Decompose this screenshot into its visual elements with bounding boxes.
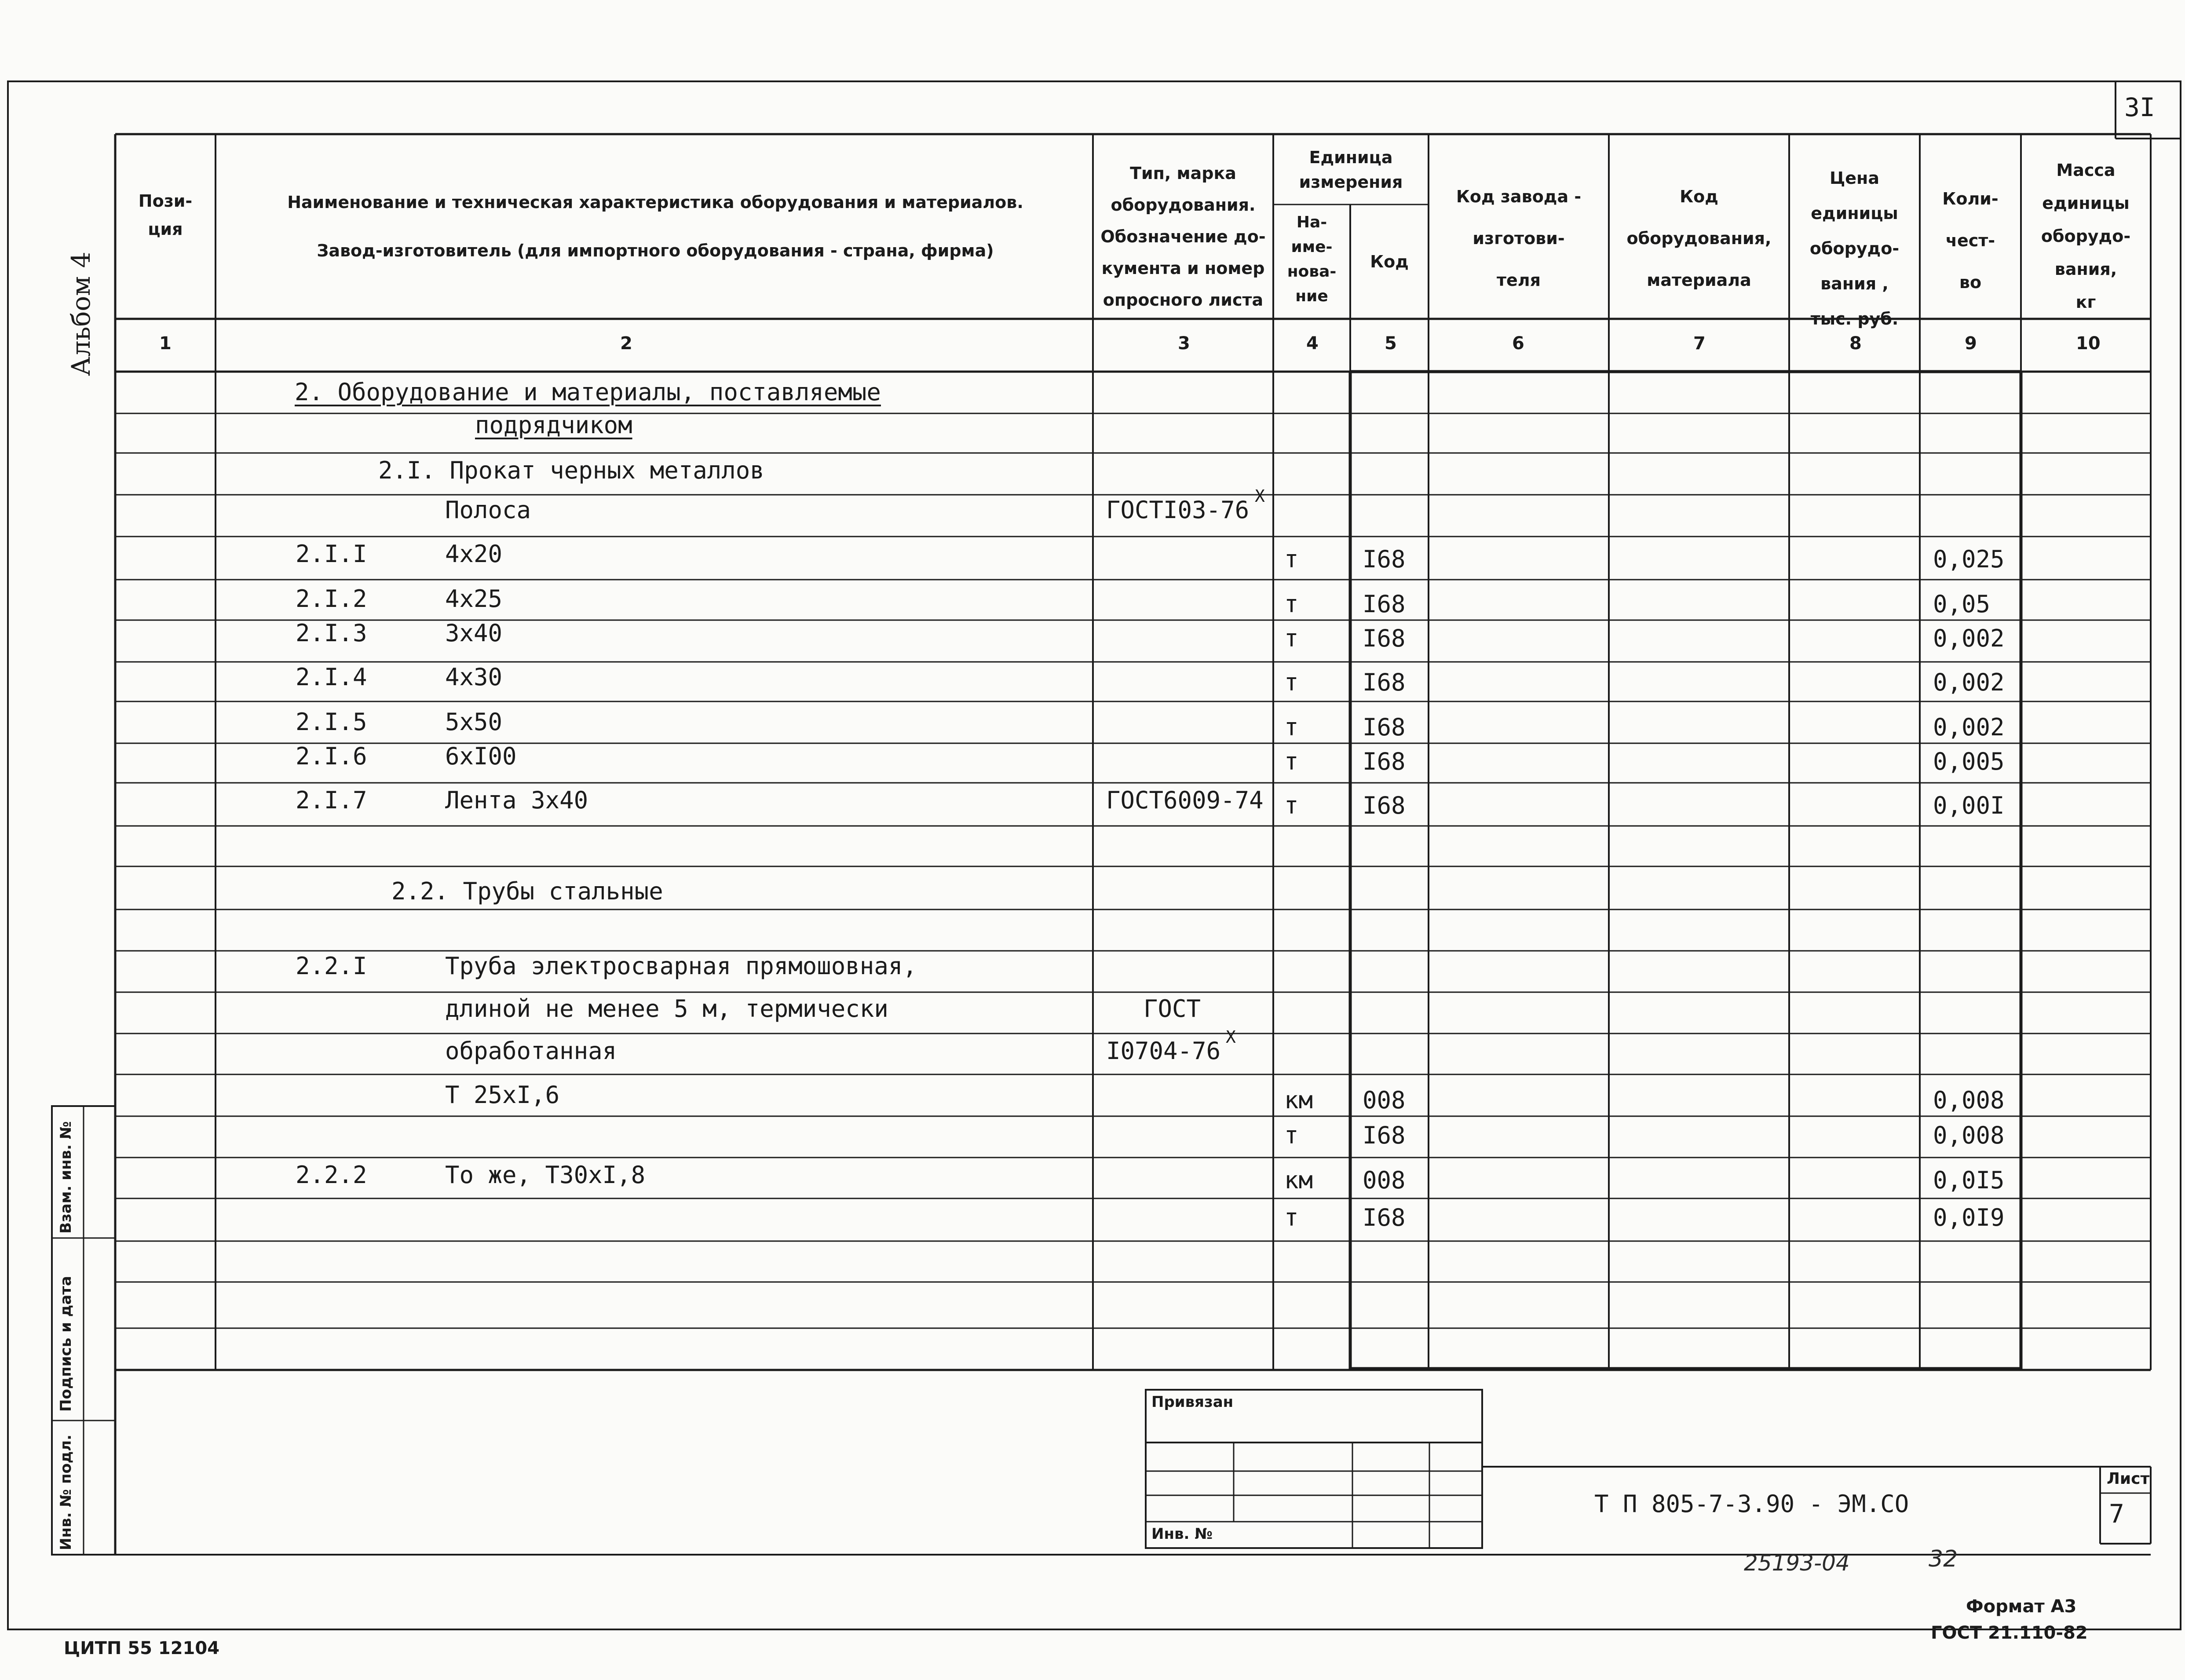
column-number: 10 — [2076, 333, 2101, 354]
cell-name: 4х25 — [445, 585, 503, 613]
header-quantity: Коли- чест- во — [1942, 189, 1999, 292]
cell-quantity: 0,008 — [1933, 1086, 2005, 1114]
cell-position: 2.2.2 — [296, 1161, 367, 1189]
column-number: 5 — [1385, 333, 1397, 354]
section-title-continued: подрядчиком — [475, 411, 632, 439]
cell-quantity: 0,00I — [1933, 792, 2005, 819]
cell-position: 2.2.I — [296, 952, 367, 980]
cell-code: 008 — [1363, 1086, 1406, 1114]
column-number: 3 — [1178, 333, 1190, 354]
format-label: Формат А3 — [1966, 1596, 2077, 1617]
cell-unit: т — [1284, 668, 1299, 696]
subsection-title: 2.2. Трубы стальные — [391, 877, 663, 905]
column-number: 9 — [1965, 333, 1977, 354]
cell-unit: т — [1284, 748, 1299, 775]
cell-document-superscript: X — [1255, 486, 1265, 506]
cell-document: ГОСТ6009-74 — [1106, 786, 1264, 814]
cell-quantity: 0,002 — [1933, 668, 2005, 696]
header-price: Цена единицы оборудо- вания , тыс. руб. — [1809, 168, 1900, 329]
cell-name: 4х30 — [445, 663, 503, 691]
header-type: Тип, марка оборудования. Обозначение до- кумента и номер опросного листа — [1100, 164, 1266, 310]
cell-name: То же, Т30хI,8 — [445, 1161, 646, 1189]
cell-position: 2.I.2 — [296, 585, 367, 613]
cell-quantity: 0,005 — [1933, 748, 2005, 775]
cell-unit: т — [1284, 545, 1299, 573]
handwritten-number: 25193-04 — [1744, 1550, 1850, 1576]
cell-unit: т — [1284, 792, 1299, 819]
header-unit: Единица измерения — [1299, 148, 1403, 192]
cell-unit: т — [1284, 713, 1299, 741]
cell-unit: т — [1284, 625, 1299, 652]
column-number: 2 — [620, 333, 632, 354]
citp-label: ЦИТП 55 12104 — [64, 1638, 220, 1658]
cell-document: ГОСТI03-76 — [1106, 496, 1250, 524]
header-position: Пози- ция — [138, 191, 193, 239]
side-stamp-vzam: Взам. инв. № — [57, 1121, 75, 1234]
cell-unit: т — [1284, 1121, 1299, 1149]
cell-name: 5х50 — [445, 708, 503, 736]
cell-name: обработанная — [445, 1037, 617, 1065]
cell-name: Полоса — [445, 496, 531, 524]
album-label: Альбом 4 — [66, 252, 96, 376]
cell-quantity: 0,0I9 — [1933, 1204, 2005, 1231]
cell-quantity: 0,0I5 — [1933, 1166, 2005, 1194]
cell-unit: км — [1284, 1166, 1313, 1194]
cell-name: Т 25хI,6 — [445, 1081, 560, 1109]
cell-name: 6хI00 — [445, 742, 517, 770]
column-number: 8 — [1849, 333, 1862, 354]
subsection-title: 2.I. Прокат черных металлов — [378, 457, 764, 484]
cell-document: I0704-76 — [1106, 1037, 1221, 1065]
cell-document-superscript: X — [1226, 1027, 1236, 1047]
cell-code: I68 — [1363, 625, 1406, 652]
cell-code: I68 — [1363, 748, 1406, 775]
cell-position: 2.I.I — [296, 540, 367, 568]
cell-name: длиной не менее 5 м, термически — [445, 995, 888, 1023]
stamp-privyazan: Привязан — [1151, 1393, 1234, 1411]
cell-document: ГОСТ — [1144, 995, 1201, 1023]
cell-quantity: 0,025 — [1933, 545, 2005, 573]
column-number: 1 — [159, 333, 172, 354]
cell-code: I68 — [1363, 1204, 1406, 1231]
cell-quantity: 0,002 — [1933, 713, 2005, 741]
cell-name: 3х40 — [445, 619, 503, 647]
column-number: 6 — [1512, 333, 1524, 354]
side-stamp-inv-podl: Инв. № подл. — [57, 1434, 75, 1550]
cell-quantity: 0,008 — [1933, 1121, 2005, 1149]
cell-code: I68 — [1363, 545, 1406, 573]
cell-code: I68 — [1363, 590, 1406, 618]
header-name: Наименование и техническая характеристика оборудования и материалов. Завод-изготовитель (для импортного оборудования - страна, фирма) — [287, 193, 1023, 260]
cell-position: 2.I.7 — [296, 786, 367, 814]
header-mass: Масса единицы оборудо- вания, кг — [2041, 161, 2131, 312]
cell-quantity: 0,05 — [1933, 590, 1991, 618]
handwritten-page: 32 — [1929, 1546, 1958, 1572]
cell-code: I68 — [1363, 668, 1406, 696]
cell-position: 2.I.4 — [296, 663, 367, 691]
column-number: 7 — [1693, 333, 1706, 354]
cell-name: Труба электросварная прямошовная, — [445, 952, 917, 980]
cell-code: I68 — [1363, 792, 1406, 819]
stamp-designation: Т П 805-7-3.90 - ЭМ.СО — [1594, 1490, 1909, 1518]
header-equipment-code: Код оборудования, материала — [1626, 187, 1772, 290]
section-title: 2. Оборудование и материалы, поставляемые — [295, 378, 881, 406]
stamp-inv-no: Инв. № — [1151, 1525, 1213, 1543]
header-unit-code: Код — [1370, 252, 1409, 271]
cell-position: 2.I.3 — [296, 619, 367, 647]
header-plant-code: Код завода - изготови- теля — [1456, 187, 1582, 290]
cell-position: 2.I.6 — [296, 742, 367, 770]
side-stamp-podpis: Подпись и дата — [57, 1276, 75, 1412]
stamp-sheet-number: 7 — [2109, 1499, 2124, 1529]
cell-code: 008 — [1363, 1166, 1406, 1194]
cell-code: I68 — [1363, 1121, 1406, 1149]
cell-quantity: 0,002 — [1933, 625, 2005, 652]
cell-name: Лента 3х40 — [445, 786, 588, 814]
cell-code: I68 — [1363, 713, 1406, 741]
cell-unit: км — [1284, 1086, 1313, 1114]
column-number: 4 — [1306, 333, 1319, 354]
gost-label: ГОСТ 21.110-82 — [1931, 1623, 2088, 1643]
cell-unit: т — [1284, 590, 1299, 618]
stamp-sheet-label: Лист — [2107, 1470, 2150, 1488]
cell-name: 4х20 — [445, 540, 503, 568]
cell-unit: т — [1284, 1204, 1299, 1231]
cell-position: 2.I.5 — [296, 708, 367, 736]
header-unit-name: На- име- нова- ние — [1287, 213, 1337, 305]
page-number: 3I — [2124, 92, 2155, 122]
